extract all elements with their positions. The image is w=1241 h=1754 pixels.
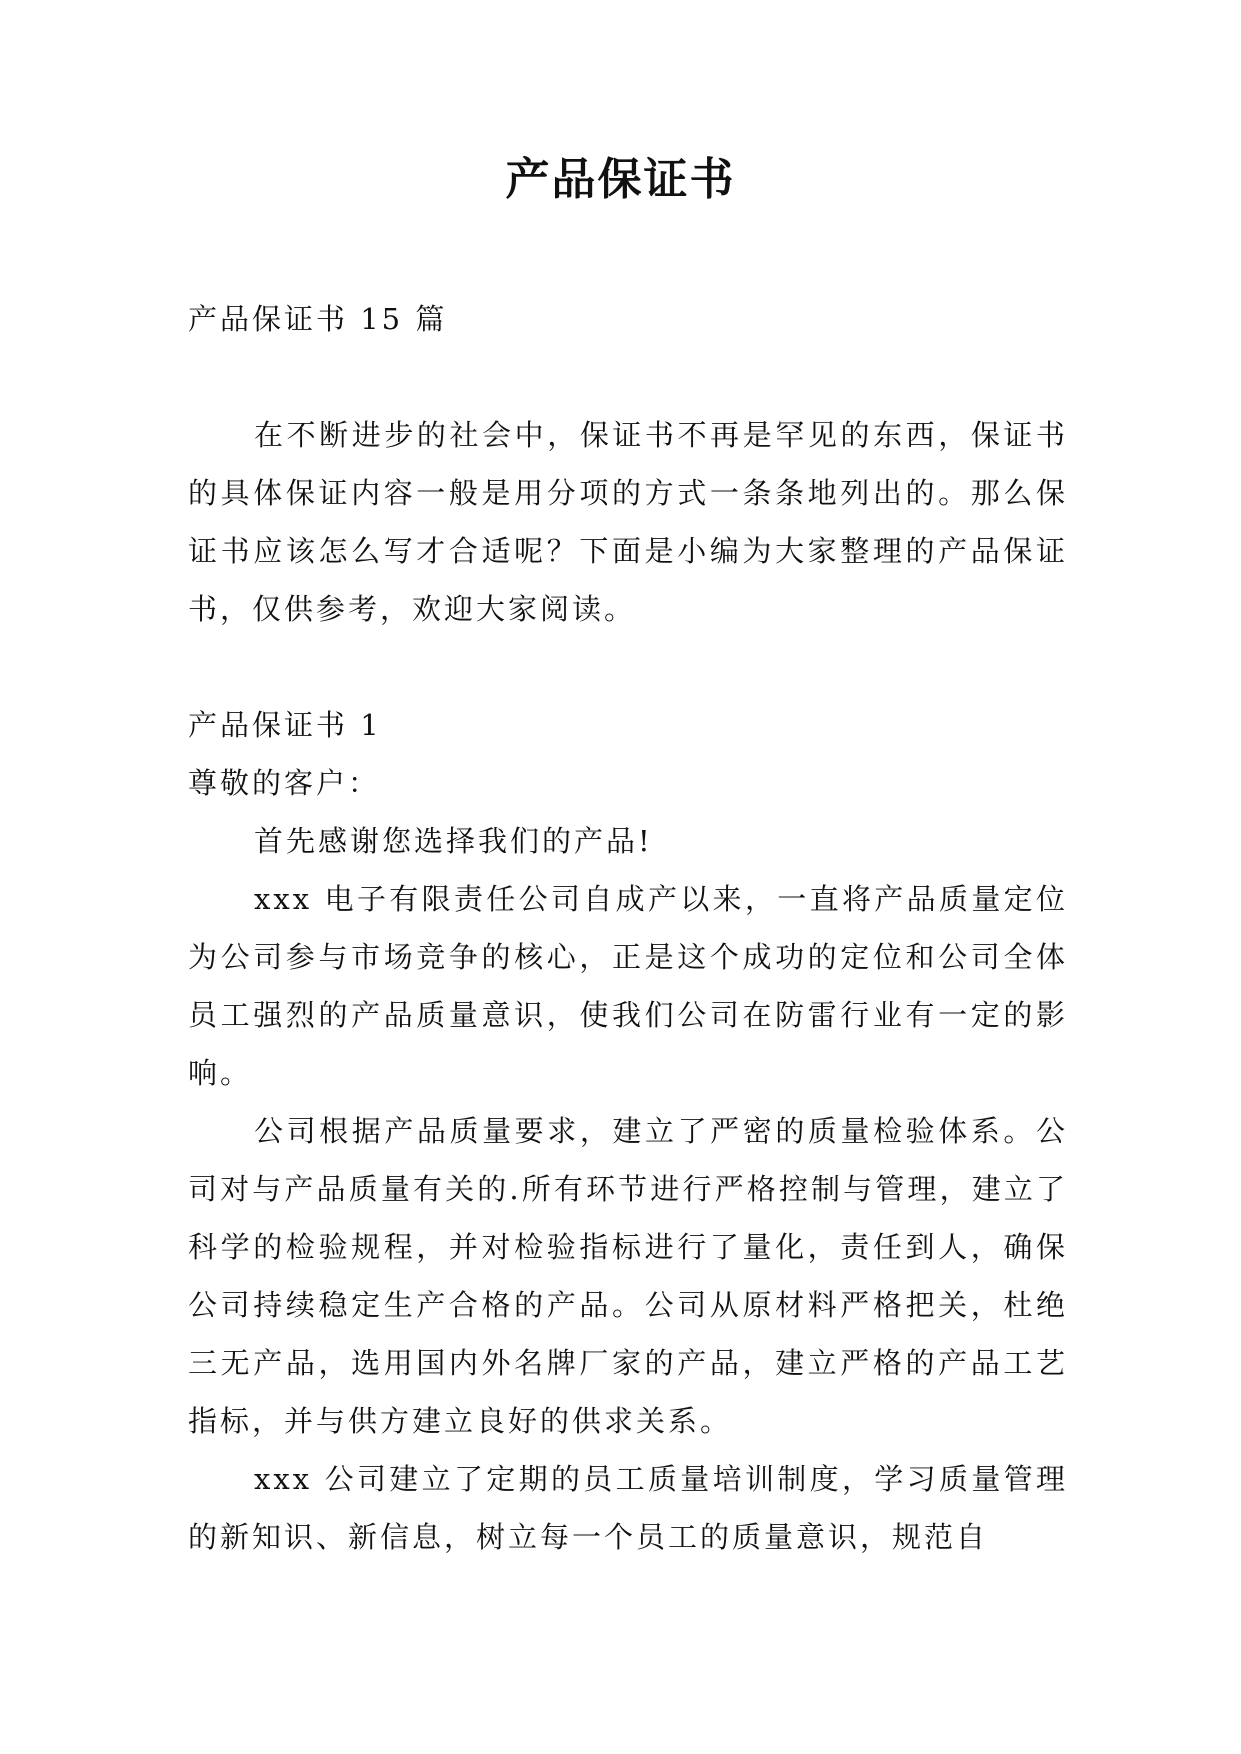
body-paragraph: 首先感谢您选择我们的产品!	[254, 824, 653, 858]
salutation: 尊敬的客户：	[188, 766, 381, 800]
document-body	[188, 290, 1068, 1566]
document-subtitle: 产品保证书 15 篇	[188, 302, 448, 336]
body-paragraph: xxx 公司建立了定期的员工质量培训制度，学习质量管理的新知识、新信息，树立每一个员工的质量意识，规范自	[188, 1462, 1068, 1554]
section-heading: 产品保证书 1	[188, 708, 382, 742]
document-title: 产品保证书	[505, 154, 736, 205]
body-paragraph: 公司根据产品质量要求，建立了严密的质量检验体系。公司对与产品质量有关的.所有环节进行严格控制与管理，建立了科学的检验规程，并对检验指标进行了量化，责任到人，确保公司持续稳定生产合格的产品。公司从原材料严格把关，杜绝三无产品，选用国内外名牌厂家的产品，建立严格的产品工艺指标，并与供方建立良好的供求关系。	[188, 1114, 1068, 1438]
body-paragraph: xxx 电子有限责任公司自成产以来，一直将产品质量定位为公司参与市场竞争的核心，正是这个成功的定位和公司全体员工强烈的产品质量意识，使我们公司在防雷行业有一定的影响。	[188, 882, 1068, 1090]
intro-paragraph: 在不断进步的社会中，保证书不再是罕见的东西，保证书的具体保证内容一般是用分项的方式一条条地列出的。那么保证书应该怎么写才合适呢？下面是小编为大家整理的产品保证书，仅供参考，欢迎大家阅读。	[188, 418, 1068, 626]
